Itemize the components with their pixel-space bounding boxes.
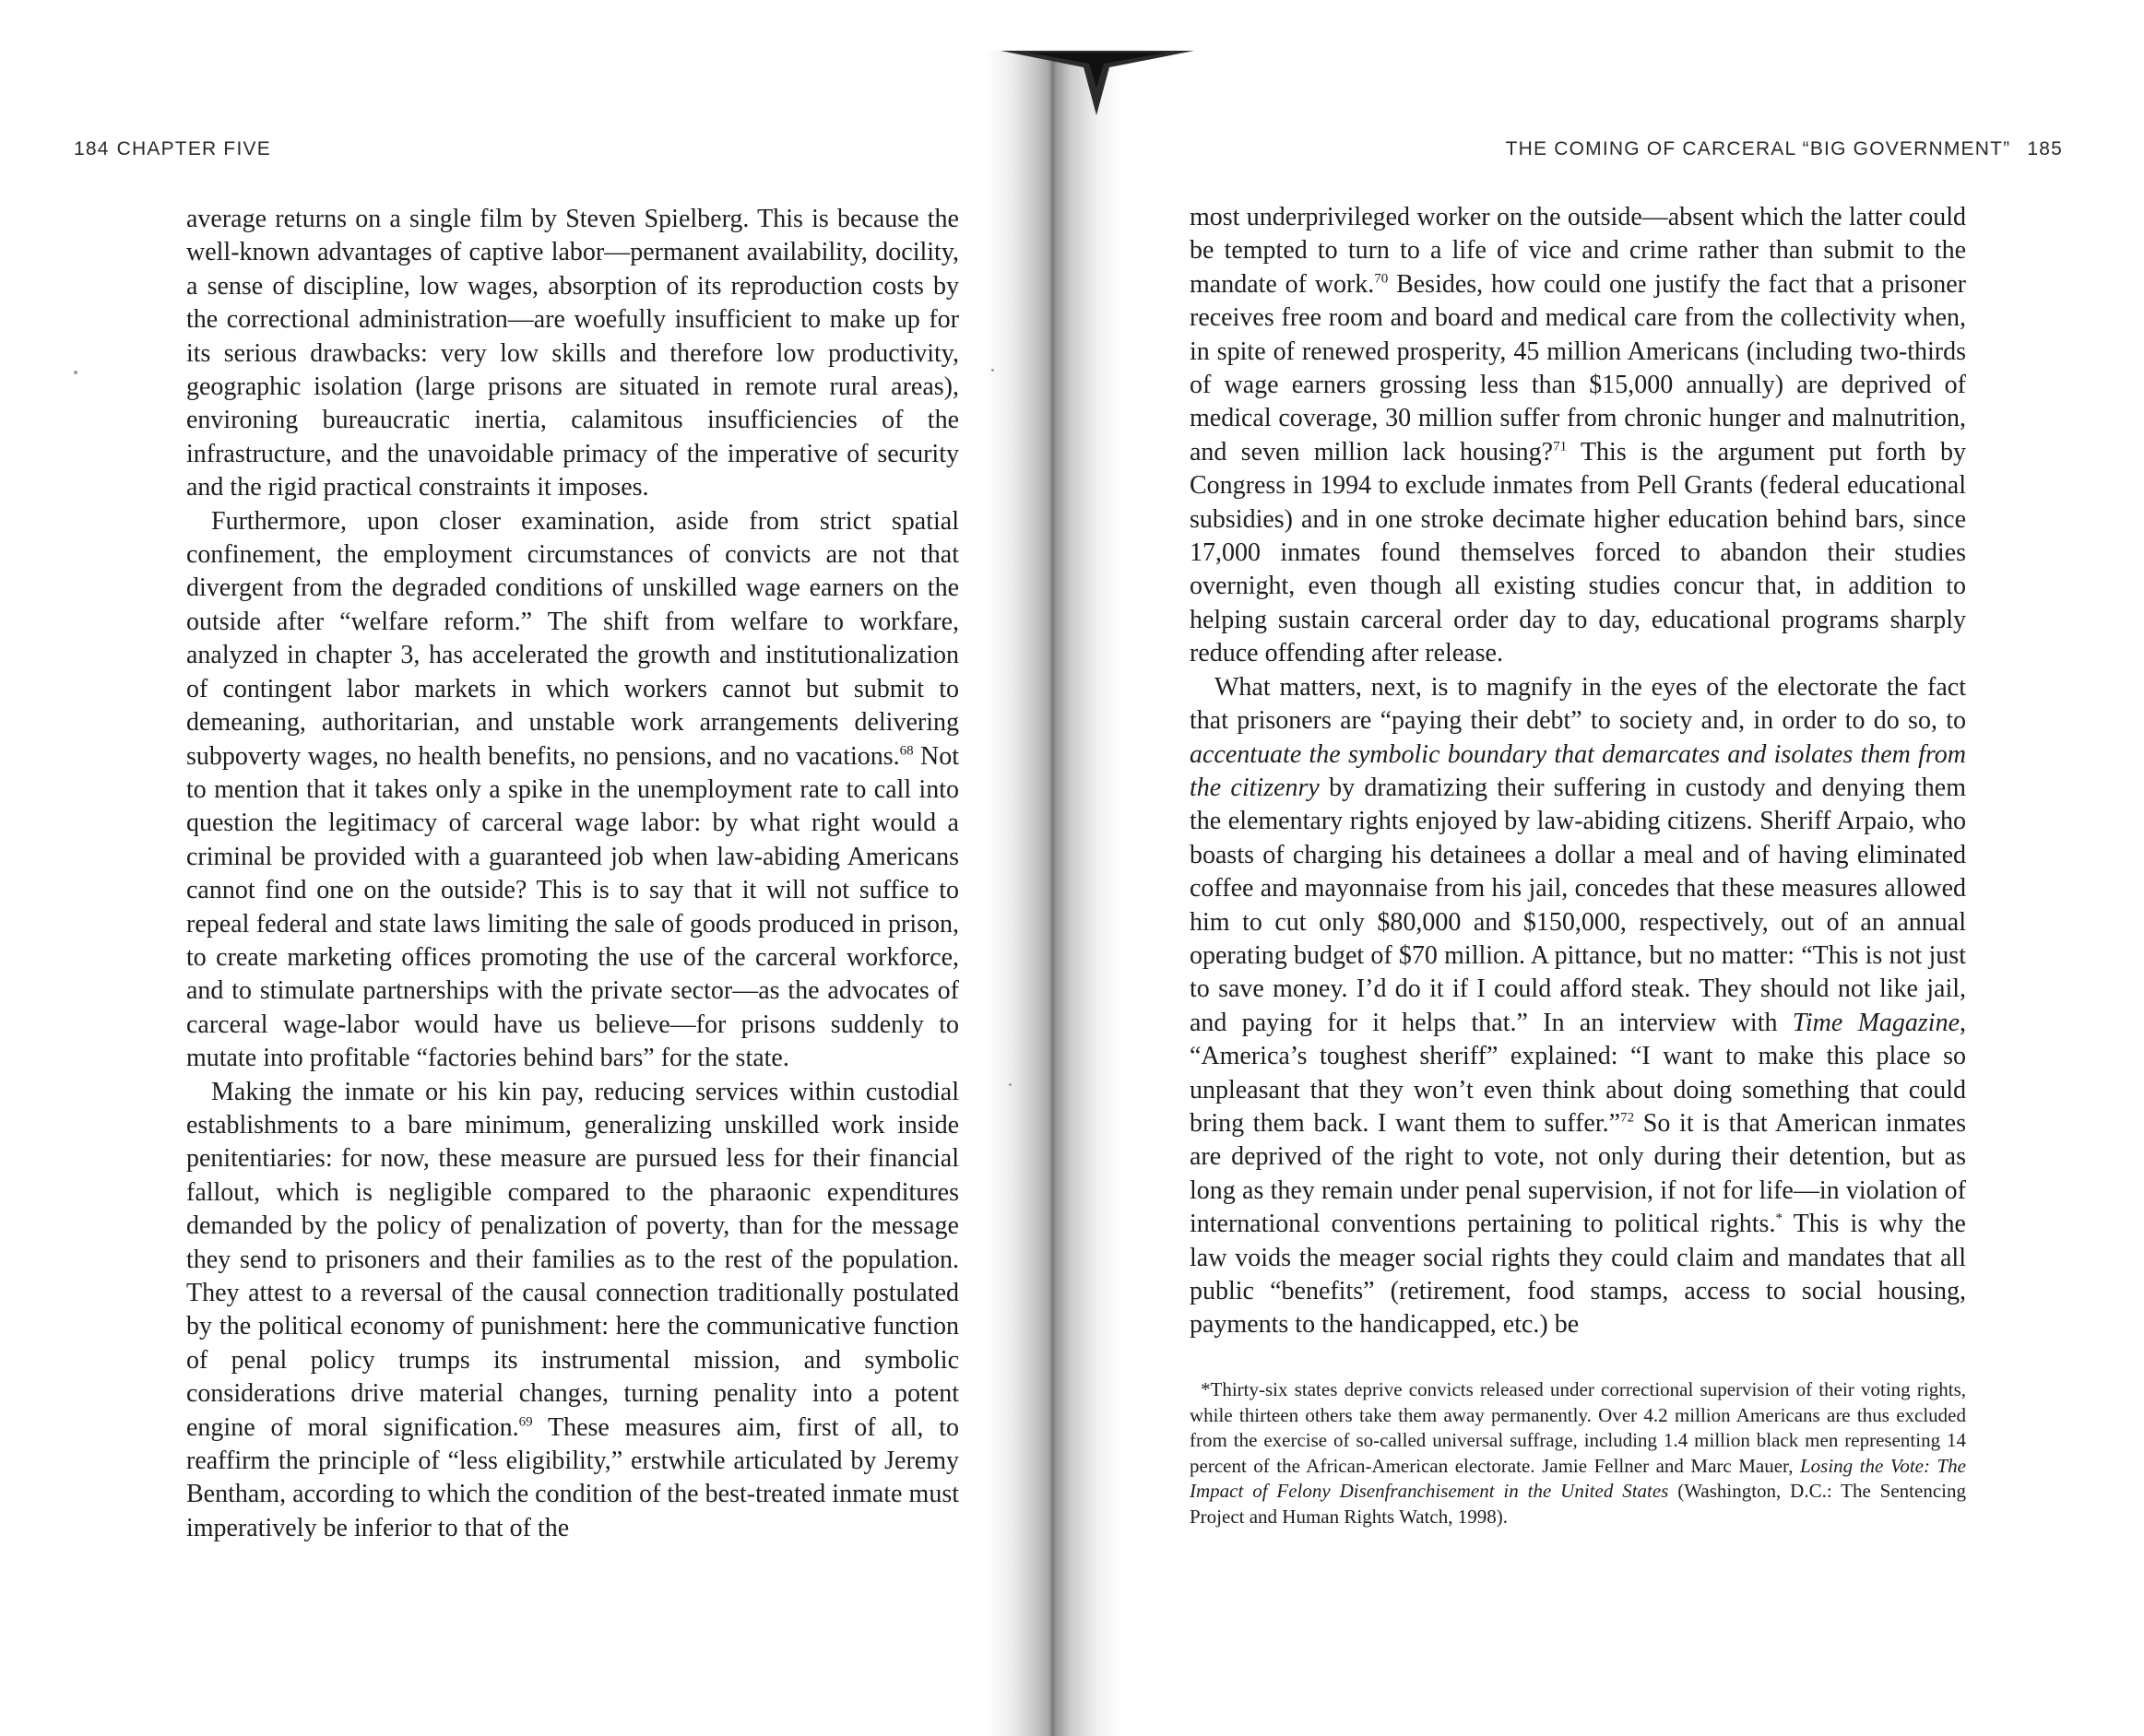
footnote-marker: * xyxy=(1201,1378,1211,1400)
paragraph-text: Not to mention that it takes only a spike in the unemployment rate to call into question the legitimacy of carceral wage labor: by what right would a criminal be provided with a guaranteed job when law-abiding Americans cannot find one on the outside? This is to say that it will not suffice to repeal federal and state laws limiting the sale of goods produced in prison, to create marketing offices promoting the use of the carceral workforce, and to stimulate partnerships with the private sector—as the advocates of carceral wage-labor would have us believe—for prisons suddenly to mutate into profitable “factories behind bars” for the state. xyxy=(186,741,959,1073)
paragraph-text: What matters, next, is to magnify in the eyes of the electorate the fact that prisoners are “paying their debt” to society and, in order to do so, to xyxy=(1190,672,1966,736)
footnote-marker: * xyxy=(1775,1210,1783,1226)
page-number: 185 xyxy=(2027,138,2063,159)
paragraph xyxy=(186,1076,959,1546)
note-reference: 71 xyxy=(1553,439,1568,455)
cited-title: Losing the Vote: The Impact of Felony Disenfranchisement in the United States xyxy=(1190,1454,1966,1503)
footnote xyxy=(1190,1377,1966,1530)
paragraph-text: This is the argument put forth by Congress in 1994 to exclude inmates from Pell Grants (federal educational subsidies) and in one stroke decimate higher education behind bars, since 17,000 inmates found themselves forced to abandon their studies overnight, even though all existing studies concur that, in addition to helping sustain carceral order day to day, educational programs sharply reduce offending after release. xyxy=(1190,437,1966,668)
paragraph-text: These measures aim, first of all, to reaffirm the principle of “less eligibility,” erstwhile articulated by Jeremy Bentham, according to which the condition of the best-treated inmate must imperatively be inferior to that of the xyxy=(186,1412,960,1542)
paragraph-text: Besides, how could one justify the fact that a prisoner receives free room and board and medical care from the collectivity when, in spite of renewed prosperity, 45 million Americans (including two-thirds of wage earners grossing less than $15,000 annually) are deprived of medical coverage, 30 million suffer from chronic hunger and malnutrition, and seven million lack housing? xyxy=(1190,269,1966,466)
scan-speck xyxy=(1009,1083,1012,1086)
left-body-text xyxy=(186,203,959,1545)
magazine-title: Time Magazine xyxy=(1792,1008,1960,1037)
paragraph-text: by dramatizing their suffering in custody and denying them the elementary rights enjoyed by law-abiding citizens. Sheriff Arpaio, who boasts of charging his detainees a dollar a meal and of having eliminated coffee and mayonnaise from his jail, concedes that these measures allowed him to cut only $80,000 and $150,000, respectively, out of an annual operating budget of $70 million. A pittance, but no matter: “This is not just to save money. I’d do it if I could afford steak. They should not like jail, and paying for it helps that.” In an interview with xyxy=(1190,773,1967,1037)
note-reference: 69 xyxy=(518,1414,533,1430)
paragraph: average returns on a single film by Steven Spielberg. This is because the well-known advantages of captive labor—permanent availability, docility, a sense of discipline, low wages, absorption of its reproduction costs by the correctional administration—are woefully insufficient to make up for its serious drawbacks: very low skills and therefore low productivity, geographic isolation (large prisons are situated in remote rural areas), environing bureaucratic inertia, calamitous insufficiencies of the infrastructure, and the unavoidable primacy of the imperative of security and the rigid practical constraints it imposes. xyxy=(186,205,959,502)
emphasis-text: accentuate the symbolic boundary that demarcates and isolates them from the citizenry xyxy=(1190,739,1966,802)
chapter-title: THE COMING OF CARCERAL “BIG GOVERNMENT” xyxy=(1505,138,2011,159)
footnote-text: Thirty-six states deprive convicts released under correctional supervision of their voting rights, while thirteen others take them away permanently. Over 4.2 million Americans are thus excluded from the exercise of so-called universal suffrage, including 1.4 million black men representing 14 percent of the African-American electorate. Jamie Fellner and Marc Mauer, xyxy=(1190,1378,1966,1477)
right-body-text xyxy=(1190,201,1966,1342)
paragraph-text: most underprivileged worker on the outside—absent which the latter could be tempted to turn to a life of vice and crime rather than submit to the mandate of work. xyxy=(1190,203,1966,299)
note-reference: 70 xyxy=(1374,271,1389,287)
paragraph-text: This is why the law voids the meager social rights they could claim and mandates that all public “benefits” (retirement, food stamps, access to social housing, payments to the handicapped, etc.) be xyxy=(1190,1210,1966,1340)
paragraph-text: Furthermore, upon closer examination, aside from strict spatial confinement, the employment circumstances of convicts are not that divergent from the degraded conditions of unskilled wage earners on the outside after “welfare reform.” The shift from welfare to workfare, analyzed in chapter 3, has accelerated the growth and institutionalization of contingent labor markets in which workers cannot but submit to demeaning, authoritarian, and unstable work arrangements delivering subpoverty wages, no health benefits, no pensions, and no vacations. xyxy=(186,506,959,771)
paragraph-text: Making the inmate or his kin pay, reducing services within custodial establishments to a bare minimum, generalizing unskilled work inside penitentiaries: for now, these measure are pursued less for their financial fallout, which is negligible compared to the pharaonic expenditures demanded by the policy of penalization of poverty, than for the message they send to prisoners and their families as to the rest of the population. They attest to a reversal of the causal connection traditionally postulated by the political economy of punishment: here the communicative function of penal policy trumps its instrumental mission, and symbolic considerations drive material changes, turning penality into a potent engine of moral signification. xyxy=(186,1077,959,1442)
book-gutter-shadow xyxy=(985,51,1123,1736)
running-head-right xyxy=(1506,138,2063,160)
paragraph xyxy=(186,505,959,1076)
paragraph-text: , “America’s toughest sheriff” explained: “I want to make this place so unpleasant that they won’t even think about doing something that could bring them back. I want them to suffer.” xyxy=(1190,1008,1966,1138)
paragraph xyxy=(1190,201,1966,671)
page-number: 184 xyxy=(74,138,110,159)
footnote-paragraph xyxy=(1190,1377,1966,1530)
paragraph xyxy=(1190,671,1966,1342)
running-head-left xyxy=(74,138,271,160)
footnote-text: (Washington, D.C.: The Sentencing Project and Human Rights Watch, 1998). xyxy=(1190,1480,1966,1528)
left-page xyxy=(0,0,1001,1736)
paragraph-text: So it is that American inmates are deprived of the right to vote, not only during their detention, but as long as they remain under penal supervision, if not for life—in violation of international conventions pertaining to political rights. xyxy=(1190,1108,1966,1239)
right-page xyxy=(1107,0,2144,1736)
chapter-title: CHAPTER FIVE xyxy=(116,138,271,159)
note-reference: 68 xyxy=(899,743,914,759)
note-reference: 72 xyxy=(1620,1110,1635,1126)
